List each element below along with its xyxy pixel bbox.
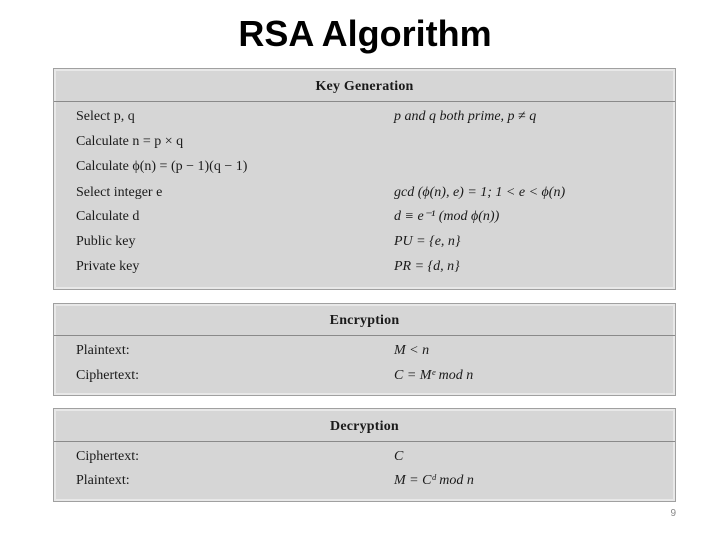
row-value: C [394, 449, 404, 464]
slide-title: RSA Algorithm [238, 13, 492, 54]
row-label: Ciphertext: [76, 449, 139, 464]
row-label: Ciphertext: [76, 368, 139, 383]
key-generation-header: Key Generation [315, 79, 414, 94]
panel-divider [54, 335, 675, 336]
key-gen-row [54, 231, 675, 253]
row-label: Public key [76, 234, 136, 249]
row-label: Calculate ϕ(n) = (p − 1)(q − 1) [76, 159, 248, 174]
row-value: p and q both prime, p ≠ q [394, 109, 537, 124]
row-value: M < n [394, 343, 430, 358]
key-gen-row [54, 156, 675, 178]
row-value: gcd (ϕ(n), e) = 1; 1 < e < ϕ(n) [394, 185, 566, 200]
row-label: Plaintext: [76, 473, 130, 488]
decryption-row [54, 446, 675, 468]
key-gen-row [54, 106, 675, 128]
row-label: Select p, q [76, 109, 135, 124]
row-value: PU = {e, n} [394, 234, 461, 249]
row-value: PR = {d, n} [394, 259, 460, 274]
encryption-row [54, 340, 675, 362]
decryption-header: Decryption [330, 419, 399, 434]
page-number: 9 [670, 508, 676, 519]
key-gen-row [54, 206, 675, 228]
panel-divider [54, 101, 675, 102]
encryption-row [54, 365, 675, 387]
panel-divider [54, 441, 675, 442]
row-value: C = Mᵉ mod n [394, 368, 474, 383]
row-label: Calculate n = p × q [76, 134, 184, 149]
row-label: Plaintext: [76, 343, 130, 358]
row-label: Private key [76, 259, 140, 274]
row-value: d ≡ e⁻¹ (mod ϕ(n)) [394, 209, 500, 224]
key-generation-panel [53, 68, 676, 290]
row-label: Calculate d [76, 209, 140, 224]
decryption-panel [53, 408, 676, 502]
key-gen-row [54, 256, 675, 278]
row-label: Select integer e [76, 185, 163, 200]
key-gen-row [54, 131, 675, 153]
decryption-row [54, 470, 675, 492]
encryption-header: Encryption [329, 313, 400, 328]
row-value: M = Cᵈ mod n [394, 473, 474, 488]
key-gen-row [54, 182, 675, 204]
encryption-panel [53, 303, 676, 396]
